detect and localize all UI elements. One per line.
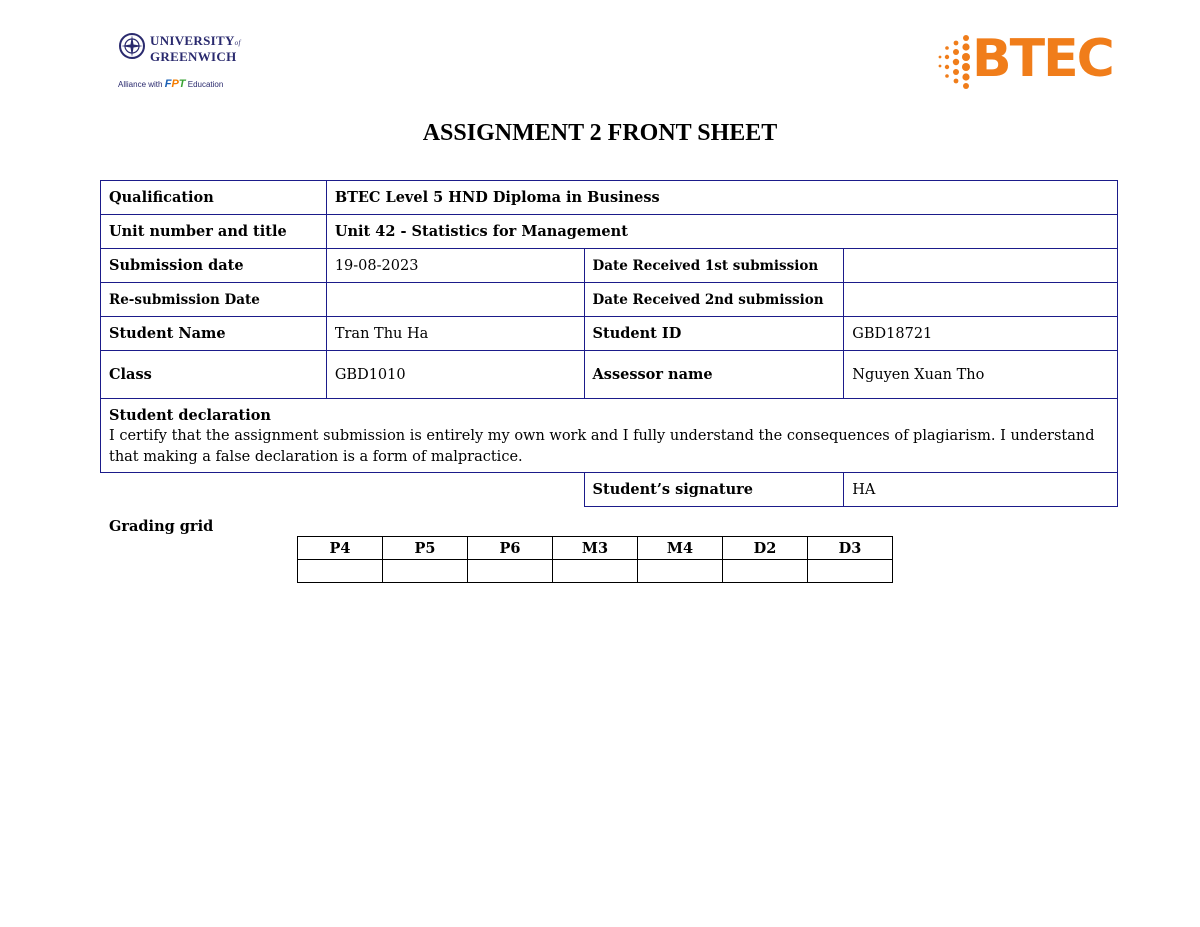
grade-cell: [808, 560, 893, 583]
student-row: [101, 317, 1118, 351]
university-seal-icon: [118, 32, 146, 60]
grade-header: M3: [553, 537, 638, 560]
student-id-label: Student ID: [584, 317, 844, 351]
date-received-1st-value: [844, 249, 1118, 283]
signature-value: HA: [844, 473, 1118, 507]
date-received-2nd-value: [844, 283, 1118, 317]
student-name-value: Tran Thu Ha: [326, 317, 584, 351]
assessor-name-label: Assessor name: [584, 351, 844, 399]
resubmission-date-label: Re-submission Date: [101, 283, 327, 317]
student-id-value: GBD18721: [844, 317, 1118, 351]
page-title: ASSIGNMENT 2 FRONT SHEET: [422, 120, 778, 146]
grade-cell: [723, 560, 808, 583]
declaration-heading: Student declaration: [109, 407, 271, 424]
grade-header: D2: [723, 537, 808, 560]
btec-logo: [936, 29, 1120, 91]
grade-cell: [638, 560, 723, 583]
declaration-text: I certify that the assignment submission is entirely my own work and I fully understand the consequences of plagiarism. I understand that making a false declaration is a form of malpractice.: [109, 428, 1095, 465]
class-value: GBD1010: [326, 351, 584, 399]
grade-cell: [298, 560, 383, 583]
grading-header-row: [298, 537, 893, 560]
grade-header: M4: [638, 537, 723, 560]
grade-cell: [383, 560, 468, 583]
declaration-row: [101, 399, 1118, 473]
grade-cell: [468, 560, 553, 583]
university-of-greenwich-logo: [118, 32, 248, 94]
class-row: [101, 351, 1118, 399]
resubmission-date-value: [326, 283, 584, 317]
qualification-label: Qualification: [101, 181, 327, 215]
grade-header: D3: [808, 537, 893, 560]
grade-header: P4: [298, 537, 383, 560]
qualification-value: BTEC Level 5 HND Diploma in Business: [326, 181, 1117, 215]
btec-wordmark: BTEC: [972, 29, 1113, 89]
university-name: UNIVERSITYof GREENWICH: [150, 33, 241, 64]
class-label: Class: [101, 351, 327, 399]
unit-row: [101, 215, 1118, 249]
submission-row: [101, 249, 1118, 283]
grade-header: P5: [383, 537, 468, 560]
fpt-logo: FPT: [164, 78, 186, 90]
date-received-2nd-label: Date Received 2nd submission: [584, 283, 844, 317]
grade-cell: [553, 560, 638, 583]
date-received-1st-label: Date Received 1st submission: [584, 249, 844, 283]
front-sheet-table: [100, 180, 1118, 507]
qualification-row: [101, 181, 1118, 215]
unit-value: Unit 42 - Statistics for Management: [326, 215, 1117, 249]
submission-date-label: Submission date: [101, 249, 327, 283]
grading-value-row: [298, 560, 893, 583]
grading-grid-label: Grading grid: [109, 518, 214, 535]
submission-date-value: 19-08-2023: [326, 249, 584, 283]
grade-header: P6: [468, 537, 553, 560]
student-declaration: [101, 399, 1118, 473]
assessor-name-value: Nguyen Xuan Tho: [844, 351, 1118, 399]
unit-label: Unit number and title: [101, 215, 327, 249]
fpt-alliance-text: Alliance with FPT Education: [118, 78, 224, 90]
signature-label: Student’s signature: [584, 473, 844, 507]
btec-dots-icon: [936, 33, 972, 91]
student-name-label: Student Name: [101, 317, 327, 351]
signature-row: [101, 473, 1118, 507]
resubmission-row: [101, 283, 1118, 317]
grading-grid: [297, 536, 893, 583]
